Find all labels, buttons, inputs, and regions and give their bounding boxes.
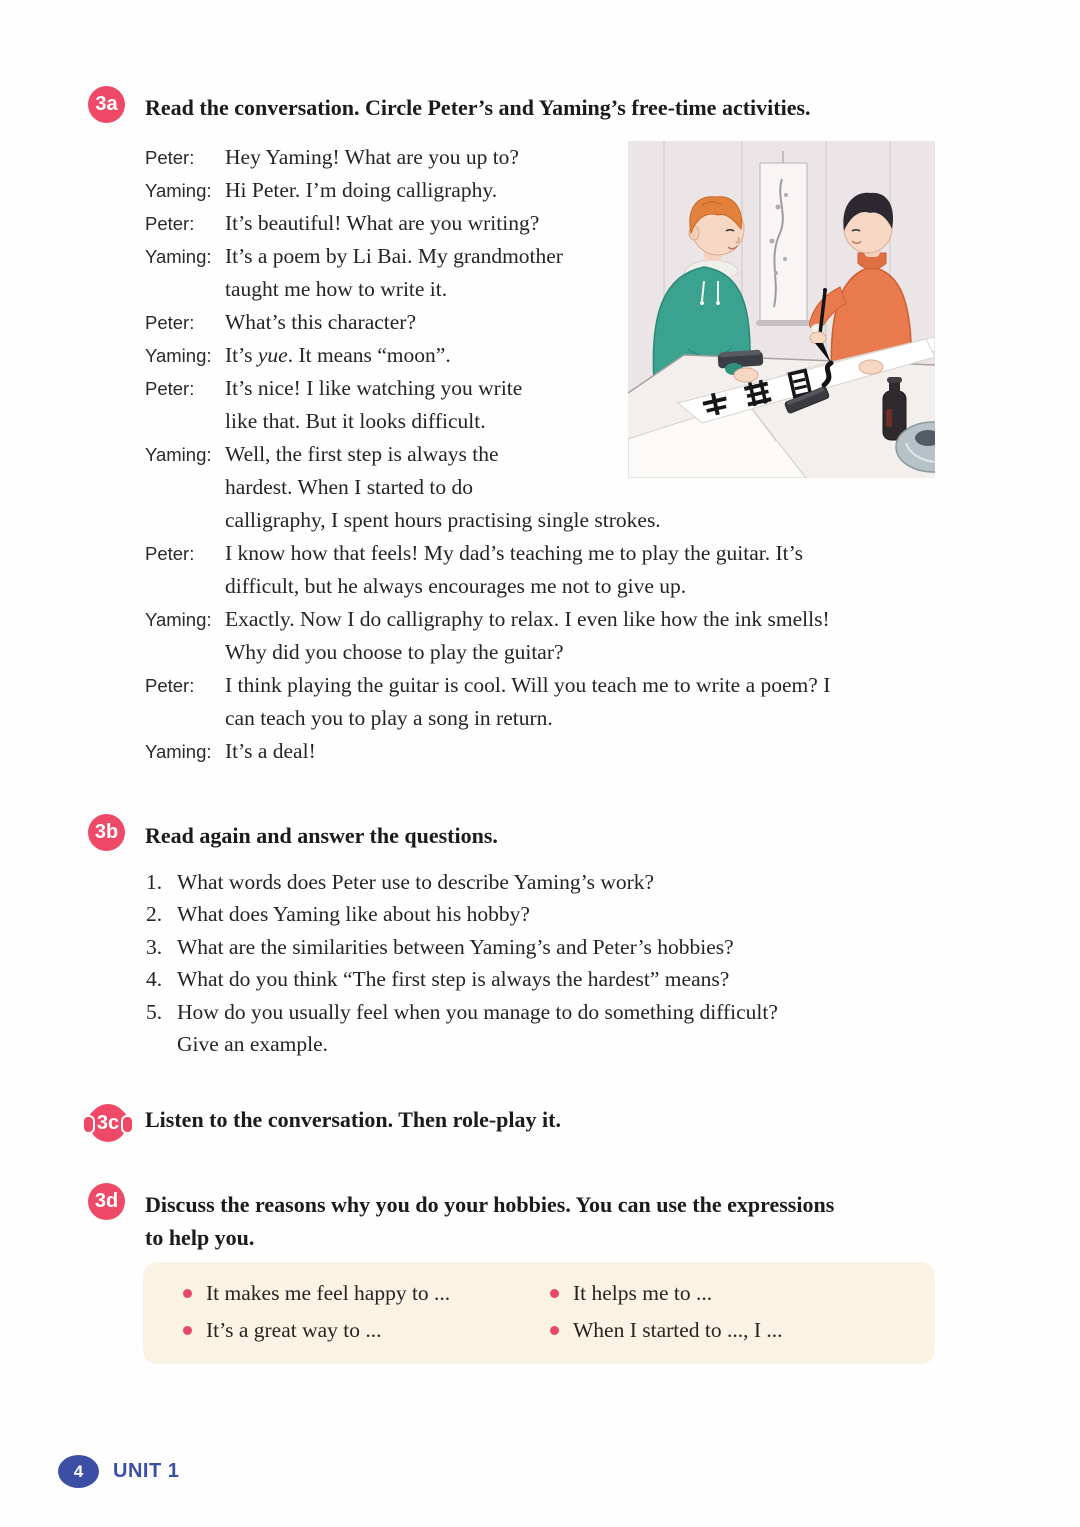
dialogue-text: difficult, but he always encourages me not to give up. <box>225 574 687 598</box>
dialogue-text: Why did you choose to play the guitar? <box>225 640 564 664</box>
expression-item <box>550 1312 935 1349</box>
question-item <box>146 996 946 1028</box>
dialogue-text: It’s nice! I like watching you write <box>225 376 523 400</box>
activity-3d-title <box>145 1188 834 1254</box>
question-list <box>146 866 946 1060</box>
expressions-box <box>143 1262 935 1364</box>
activity-3d-title-line2: to help you. <box>145 1225 255 1250</box>
question-item <box>146 931 946 963</box>
dialogue-line <box>145 735 945 768</box>
dialogue-text: like that. But it looks difficult. <box>225 409 486 433</box>
question-text: What do you think “The first step is always the hardest” means? <box>177 967 730 992</box>
question-number: 5. <box>146 999 163 1024</box>
question-text: How do you usually feel when you manage to do something difficult? <box>177 999 778 1024</box>
speaker-label: Peter: <box>145 675 195 696</box>
dialogue-line <box>145 537 945 570</box>
dialogue-text: I think playing the guitar is cool. Will you teach me to write a poem? I <box>225 673 831 697</box>
expression-text: When I started to ..., I ... <box>573 1318 783 1342</box>
dialogue-text-italic: yue <box>257 343 288 367</box>
expression-text: It makes me feel happy to ... <box>206 1281 451 1305</box>
unit-label: UNIT 1 <box>113 1460 180 1482</box>
dialogue-text: hardest. When I started to do <box>225 475 473 499</box>
bullet-icon <box>183 1326 192 1335</box>
dialogue-text: It’s beautiful! What are you writing? <box>225 211 540 235</box>
bullet-icon <box>550 1289 559 1298</box>
bullet-icon <box>550 1326 559 1335</box>
expression-text: It’s a great way to ... <box>206 1318 382 1342</box>
speaker-label: Peter: <box>145 147 195 168</box>
expressions-column-left <box>143 1275 550 1364</box>
question-item <box>146 898 946 930</box>
dialogue-line <box>145 504 945 537</box>
question-item <box>146 963 946 995</box>
speaker-label: Peter: <box>145 213 195 234</box>
dialogue-text: Hi Peter. I’m doing calligraphy. <box>225 178 498 202</box>
speaker-label: Peter: <box>145 312 195 333</box>
dialogue-line <box>145 570 945 603</box>
expression-item <box>550 1275 935 1312</box>
question-number: 3. <box>146 934 163 959</box>
speaker-label: Peter: <box>145 543 195 564</box>
dialogue-text: Hey Yaming! What are you up to? <box>225 145 519 169</box>
dialogue-text: can teach you to play a song in return. <box>225 706 553 730</box>
speaker-label: Yaming: <box>145 246 212 267</box>
activity-3a-title: Read the conversation. Circle Peter’s and Yaming’s free-time activities. <box>145 95 811 120</box>
activity-badge-3c-label: 3c <box>96 1112 120 1134</box>
dialogue-text: Exactly. Now I do calligraphy to relax. I even like how the ink smells! <box>225 607 830 631</box>
question-number: 2. <box>146 902 163 927</box>
dialogue-text: What’s this character? <box>225 310 417 334</box>
yaming-left-hand <box>859 360 883 374</box>
dialogue-text: taught me how to write it. <box>225 277 448 301</box>
speaker-label: Yaming: <box>145 444 212 465</box>
dialogue-line <box>145 636 945 669</box>
question-number: 4. <box>146 967 163 992</box>
question-item <box>146 866 946 898</box>
dialogue-text-post: . It means “moon”. <box>287 343 451 367</box>
expressions-column-right <box>550 1275 935 1364</box>
dialogue-text: It’s a poem by Li Bai. My grandmother <box>225 244 563 268</box>
activity-badge-3c <box>81 1095 135 1149</box>
question-text: What words does Peter use to describe Yaming’s work? <box>177 870 655 894</box>
activity-badge-3a: 3a <box>88 86 125 123</box>
expression-item <box>183 1275 550 1312</box>
expression-text: It helps me to ... <box>573 1281 713 1305</box>
activity-badge-3b: 3b <box>88 814 125 851</box>
question-text: What are the similarities between Yaming’s and Peter’s hobbies? <box>177 934 734 959</box>
page-number-badge: 4 <box>58 1455 99 1488</box>
speaker-label: Yaming: <box>145 609 212 630</box>
question-number: 1. <box>146 870 163 894</box>
question-item <box>146 1028 946 1060</box>
dialogue-text: It’s a deal! <box>225 739 316 763</box>
section-3b <box>88 814 498 852</box>
dialogue-text: calligraphy, I spent hours practising single strokes. <box>225 508 661 532</box>
calligraphy-illustration <box>628 141 935 478</box>
speaker-label: Yaming: <box>145 180 212 201</box>
speaker-label: Yaming: <box>145 345 212 366</box>
expression-item <box>183 1312 550 1349</box>
speaker-label: Yaming: <box>145 741 212 762</box>
dialogue-text: Well, the first step is always the <box>225 442 499 466</box>
section-3d <box>88 1183 834 1254</box>
activity-3d-title-line1: Discuss the reasons why you do your hobbies. You can use the expressions <box>145 1192 835 1217</box>
question-number <box>146 1028 177 1060</box>
dialogue-text-pre: It’s <box>225 343 258 367</box>
dialogue-line <box>145 669 945 702</box>
question-text: Give an example. <box>177 1032 329 1057</box>
dialogue-text: I know how that feels! My dad’s teaching me to play the guitar. It’s <box>225 541 803 565</box>
dialogue-line <box>145 702 945 735</box>
question-text: What does Yaming like about his hobby? <box>177 902 530 927</box>
activity-badge-3d: 3d <box>88 1183 125 1220</box>
activity-3c-title: Listen to the conversation. Then role-play it. <box>145 1107 561 1132</box>
bullet-icon <box>183 1289 192 1298</box>
speaker-label: Peter: <box>145 378 195 399</box>
wall-scroll-painting <box>756 151 811 326</box>
dialogue-line <box>145 603 945 636</box>
page-footer <box>58 1455 179 1488</box>
activity-3b-title: Read again and answer the questions. <box>145 823 498 848</box>
section-3a <box>88 86 811 124</box>
